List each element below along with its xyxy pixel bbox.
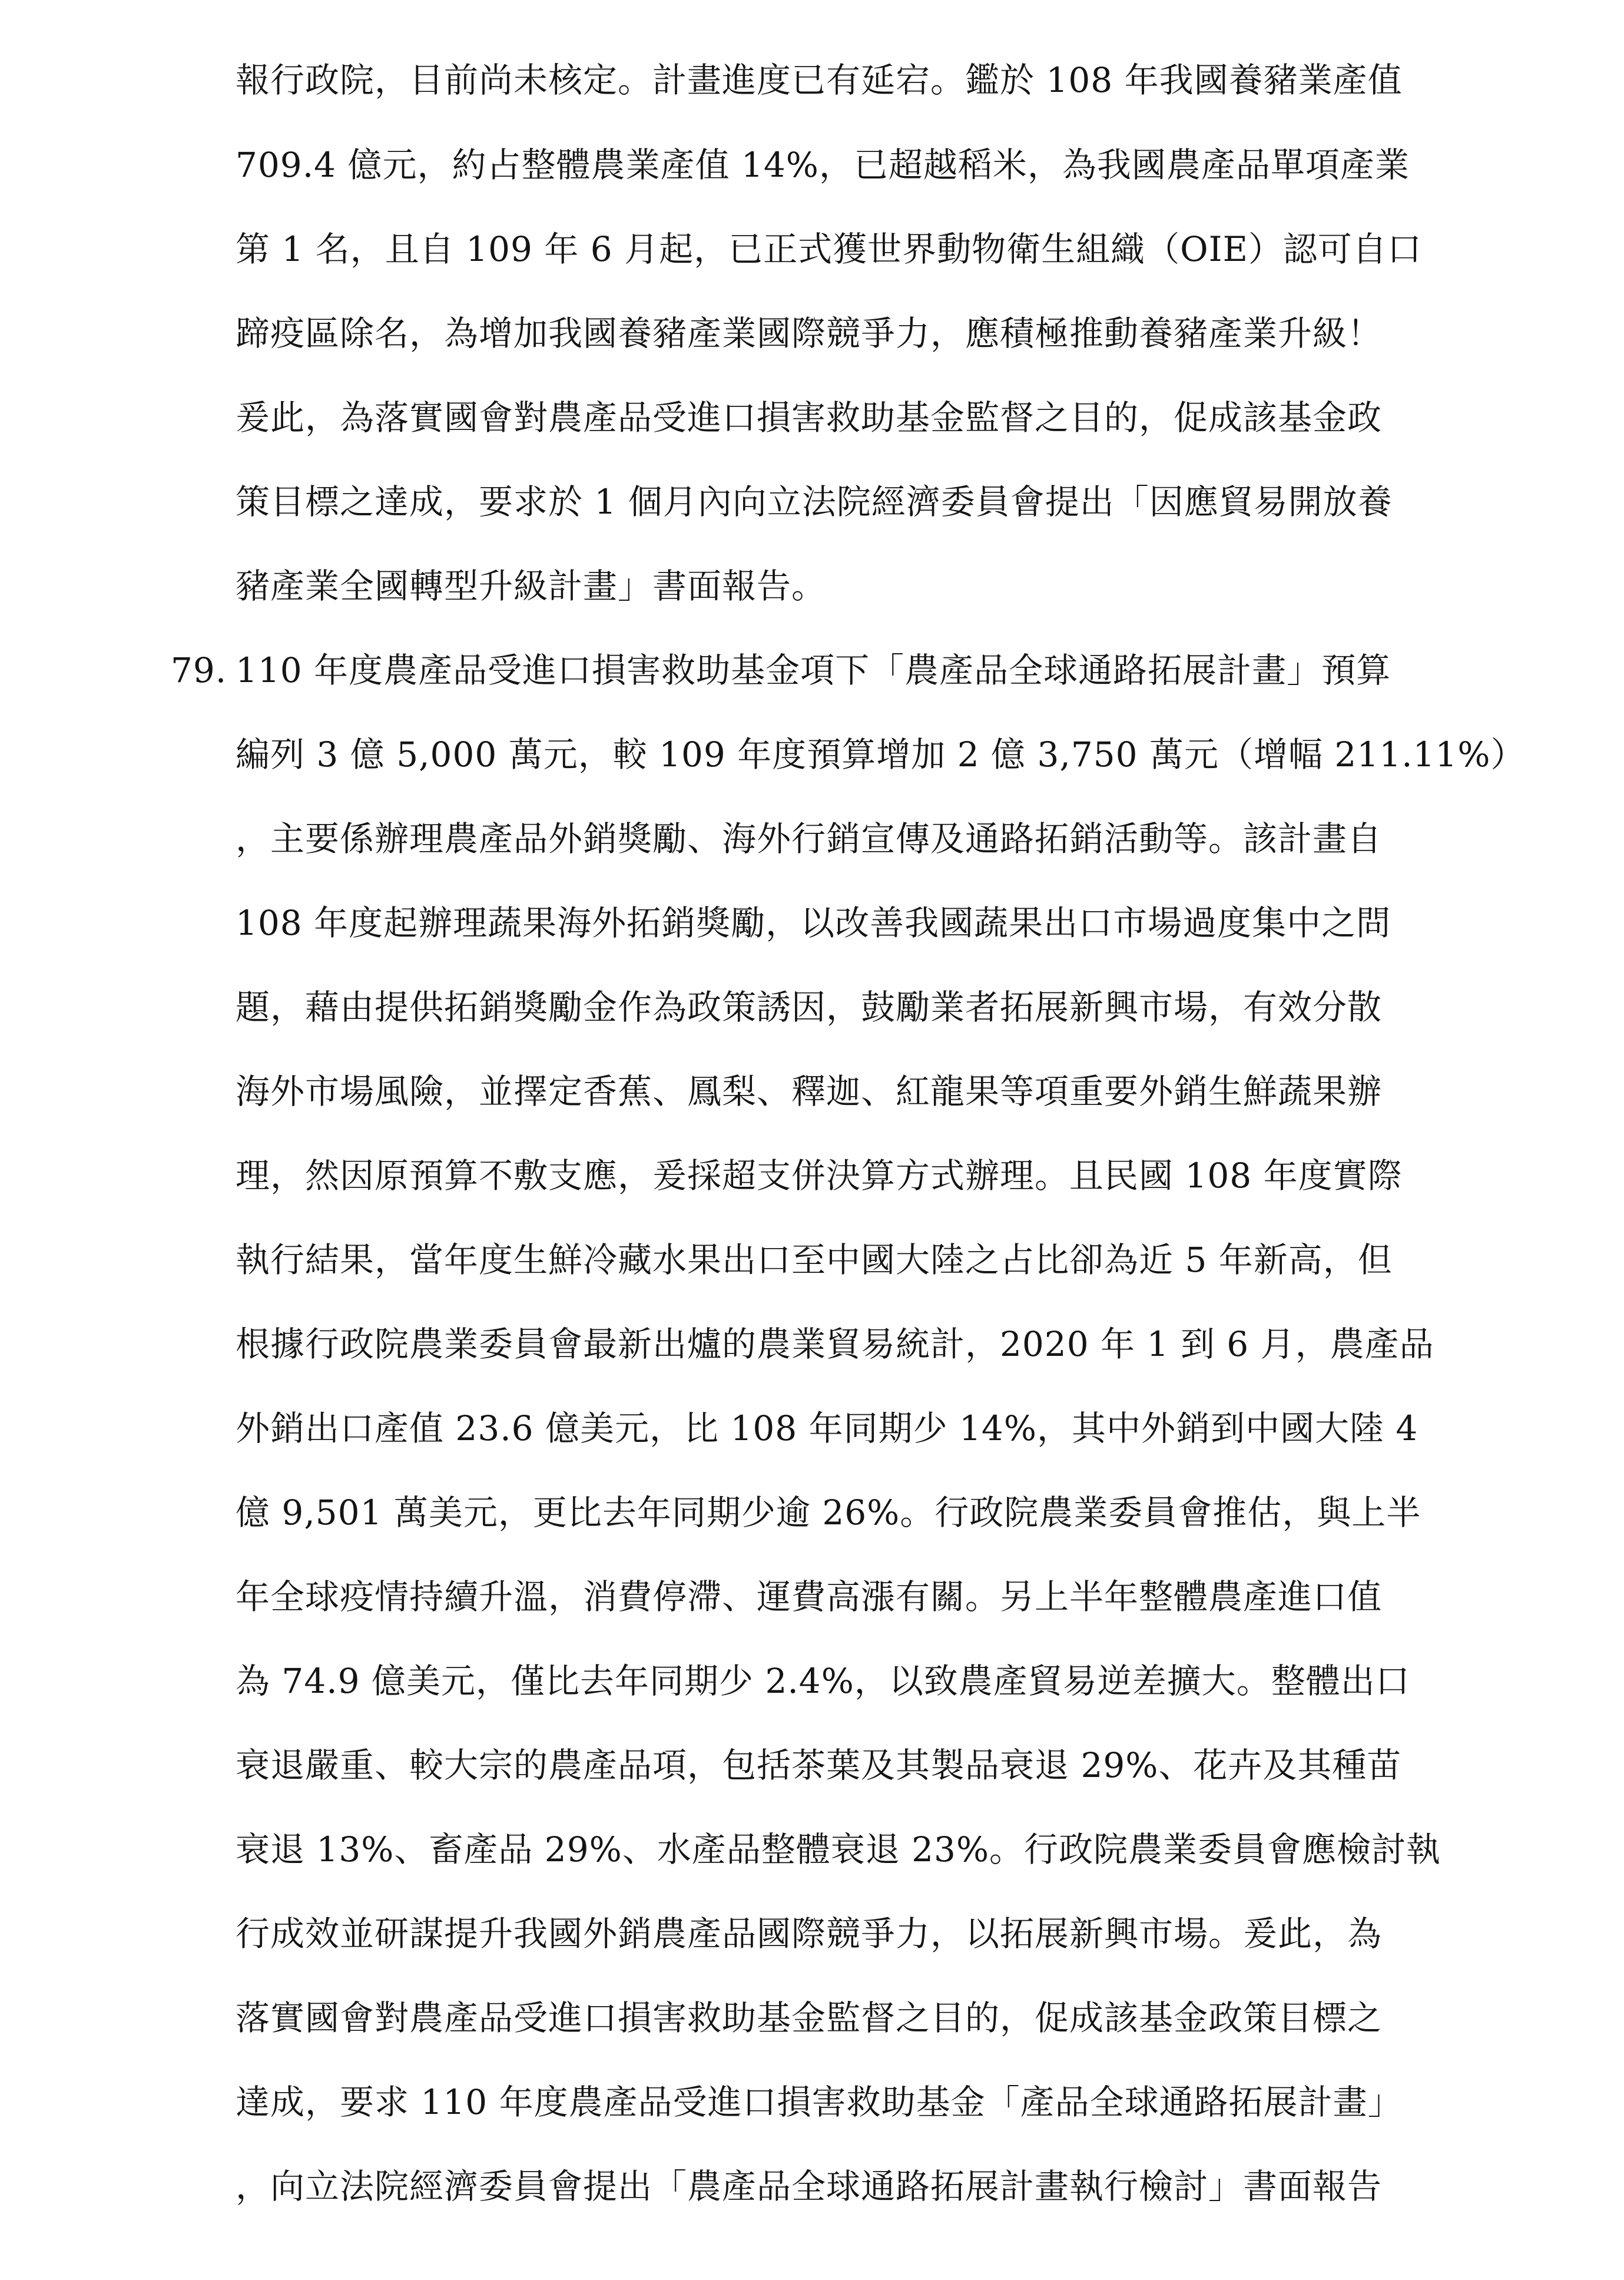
text-line: 題，藉由提供拓銷獎勵金作為政策誘因，鼓勵業者拓展新興市場，有效分散: [236, 987, 1383, 1027]
text-line: 策目標之達成，要求於 1 個月內向立法院經濟委員會提出「因應貿易開放養: [236, 482, 1393, 522]
item-number: 79.: [171, 650, 227, 690]
text-line: 為 74.9 億美元，僅比去年同期少 2.4%，以致農產貿易逆差擴大。整體出口: [236, 1661, 1410, 1701]
text-line: 海外市場風險，並擇定香蕉、鳳梨、釋迦、紅龍果等項重要外銷生鮮蔬果辦: [236, 1071, 1383, 1111]
text-line: 年全球疫情持續升溫，消費停滯、運費高漲有關。另上半年整體農產進口值: [236, 1577, 1383, 1617]
text-line: 編列 3 億 5,000 萬元，較 109 年度預算增加 2 億 3,750 萬元（增幅 211.11%）: [236, 734, 1526, 775]
text-line: 衰退 13%、畜產品 29%、水產品整體衰退 23%。行政院農業委員會應檢討執: [236, 1829, 1441, 1869]
text-line: ，主要係辦理農產品外銷獎勵、海外行銷宣傳及通路拓銷活動等。該計畫自: [236, 819, 1383, 859]
text-line: 理，然因原預算不敷支應，爰採超支併決算方式辦理。且民國 108 年度實際: [236, 1156, 1403, 1196]
text-line: 達成，要求 110 年度農產品受進口損害救助基金「產品全球通路拓展計畫」: [236, 2082, 1403, 2122]
text-line: 執行結果，當年度生鮮冷藏水果出口至中國大陸之占比卻為近 5 年新高，但: [236, 1240, 1393, 1280]
text-line: 報行政院，目前尚未核定。計畫進度已有延宕。鑑於 108 年我國養豬業產值: [236, 60, 1403, 100]
text-line: 落實國會對農產品受進口損害救助基金監督之目的，促成該基金政策目標之: [236, 1998, 1383, 2038]
text-line: 108 年度起辦理蔬果海外拓銷獎勵，以改善我國蔬果出口市場過度集中之問: [236, 903, 1391, 943]
text-line: 第 1 名，且自 109 年 6 月起，已正式獲世界動物衛生組織（OIE）認可自口: [236, 229, 1422, 269]
text-line: 蹄疫區除名，為增加我國養豬產業國際競爭力，應積極推動養豬產業升級！: [236, 313, 1383, 353]
text-line: 行成效並研謀提升我國外銷農產品國際競爭力，以拓展新興市場。爰此，為: [236, 1914, 1383, 1954]
text-line: 外銷出口產值 23.6 億美元，比 108 年同期少 14%，其中外銷到中國大陸 4: [236, 1408, 1418, 1448]
text-line: 衰退嚴重、較大宗的農產品項，包括茶葉及其製品衰退 29%、花卉及其種苗: [236, 1745, 1402, 1785]
text-line: 億 9,501 萬美元，更比去年同期少逾 26%。行政院農業委員會推估，與上半: [236, 1493, 1421, 1533]
text-line: 爰此，為落實國會對農產品受進口損害救助基金監督之目的，促成該基金政: [236, 398, 1383, 438]
text-line: 豬產業全國轉型升級計畫」書面報告。: [236, 566, 827, 606]
item-first-line: 110 年度農產品受進口損害救助基金項下「農產品全球通路拓展計畫」預算: [236, 650, 1391, 690]
text-line: 709.4 億元，約占整體農業產值 14%，已超越稻米，為我國農產品單項產業: [236, 145, 1410, 185]
text-line: 根據行政院農業委員會最新出爐的農業貿易統計，2020 年 1 到 6 月，農產品: [236, 1324, 1434, 1364]
text-line: ，向立法院經濟委員會提出「農產品全球通路拓展計畫執行檢討」書面報告: [236, 2166, 1383, 2206]
